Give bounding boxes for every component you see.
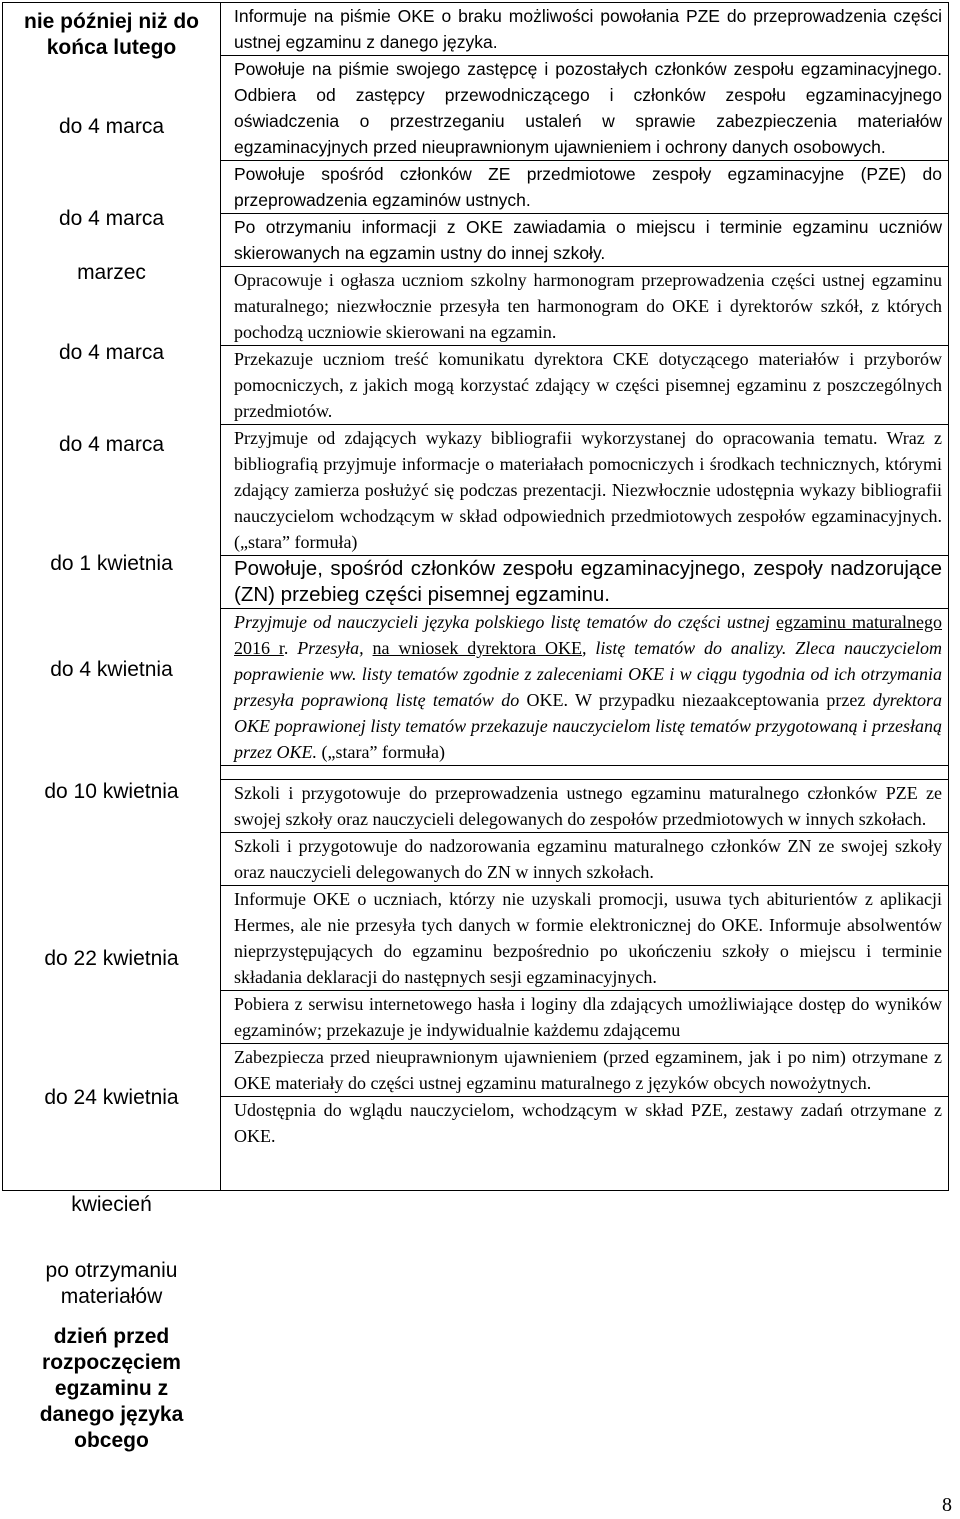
date-cell: do 10 kwietnia	[44, 780, 179, 803]
task-text: 2016 r	[234, 638, 284, 658]
task-item: Powołuje spośród członków ZE przedmiotowe zespoły egzaminacyjne (PZE) do przeprowadzenia egzaminów ustnych.	[221, 160, 948, 213]
task-item: Zabezpiecza przed nieuprawnionym ujawnieniem (przed egzaminem, jak i po nim) otrzymane z OKE materiały do części ustnej egzaminu maturalnego z języków obcych nowożytnych.	[221, 1043, 948, 1096]
date-cell: marzec	[77, 261, 146, 284]
date-cell: do 1 kwietnia	[50, 552, 173, 575]
date-cell: do 4 marca	[58, 341, 165, 364]
task-item: Przyjmuje od zdających wykazy bibliografii wykorzystanej do opracowania tematu. Wraz z bibliografią przyjmuje informacje o materiałach pomocniczych i środkach technicznych, którymi zdający zamierza posłużyć się podczas prezentacji. Niezwłocznie udostępnia wykazy bibliografii nauczycielom wchodzącym w skład odpowiednich przedmiotowych zespołów egzaminacyjnych. („stara” formuła)	[221, 424, 948, 555]
date-cell: po otrzymaniu materiałów	[45, 1259, 178, 1308]
dates-column	[3, 3, 221, 1452]
date-cell: do 4 marca	[58, 115, 165, 138]
task-text: dyrektora OKE poprawionej listy tematów przekazuje nauczycielom listę tematów przygotowaną i przesłaną przez OKE.	[234, 690, 943, 762]
task-text: Przesyła,	[297, 638, 373, 658]
task-item: Szkoli i przygotowuje do nadzorowania egzaminu maturalnego członków ZN ze swojej szkoły oraz nauczycieli delegowanych do ZN w innych szkołach.	[221, 832, 948, 885]
date-cell: nie później niż do końca lutego	[24, 10, 199, 59]
schedule-table	[2, 2, 949, 1452]
task-item	[221, 608, 948, 765]
task-item: Opracowuje i ogłasza uczniom szkolny harmonogram przeprowadzenia części ustnej egzaminu maturalnego; niezwłocznie przesyła ten harmonogram do OKE i dyrektorów szkół, z których pochodzą uczniowie skierowani na egzamin.	[221, 266, 948, 345]
tasks-column	[221, 3, 949, 1191]
date-cell: dzień przed rozpoczęciem egzaminu z danego języka obcego	[39, 1325, 184, 1452]
task-text: Powołuje na piśmie swojego zastępcę i pozostałych członków zespołu egzaminacyjnego.	[234, 59, 942, 79]
task-item	[221, 55, 948, 160]
date-cell: do 4 marca	[58, 207, 165, 230]
task-item: Udostępnia do wglądu nauczycielom, wchodzącym w skład PZE, zestawy zadań otrzymane z OKE.	[221, 1096, 948, 1190]
task-item: Informuje na piśmie OKE o braku możliwości powołania PZE do przeprowadzenia części ustnej egzaminu z danego języka.	[234, 6, 942, 52]
task-text: .	[283, 638, 298, 658]
date-cell: kwiecień	[71, 1193, 152, 1216]
task-item: Informuje OKE o uczniach, którzy nie uzyskali promocji, usuwa tych abiturientów z aplikacji Hermes, ale nie przesyła tych danych w formie elektronicznej do OKE. Informuje absolwentów nieprzystępujących do egzaminu bezpośrednio po ukończeniu szkoły o miejscu i terminie składania deklaracji do następnych sesji egzaminacyjnych.	[221, 885, 948, 990]
task-item: Po otrzymaniu informacji z OKE zawiadamia o miejscu i terminie egzaminu uczniów skierowanych na egzamin ustny do innej szkoły.	[221, 213, 948, 266]
task-text: , listę tematów do analizy. Zleca nauczycielom poprawienie ww. listy tematów zgodnie z zaleceniami OKE i w ciągu tygodnia od ich otrzymania przesyła poprawioną listę tematów do	[234, 638, 942, 710]
date-cell: do 4 kwietnia	[50, 658, 173, 681]
task-item: Przekazuje uczniom treść komunikatu dyrektora CKE dotyczącego materiałów i przyborów pomocniczych, z jakich mogą korzystać zdający w części pisemnej egzaminu z poszczególnych przedmiotów.	[221, 345, 948, 424]
row-spacer	[221, 765, 948, 779]
task-item: Pobiera z serwisu internetowego hasła i loginy dla zdających umożliwiające dostęp do wyników egzaminów; przekazuje je indywidualnie każdemu zdającemu	[221, 990, 948, 1043]
date-cell: do 22 kwietnia	[44, 947, 179, 970]
task-text: na wniosek dyrektora OKE	[372, 638, 582, 658]
task-text: Przyjmuje od nauczycieli języka polskiego listę tematów do części ustnej	[234, 612, 776, 632]
task-text: („stara” formuła)	[321, 742, 445, 762]
task-text: Odbiera od zastępcy przewodniczącego i członków zespołu egzaminacyjnego oświadczenia o przestrzeganiu ustaleń w sprawie zabezpieczenia materiałów egzaminacyjnych przed nieuprawnionym ujawnieniem i ochrony danych osobowych.	[234, 85, 942, 157]
date-cell: do 4 marca	[58, 433, 165, 456]
task-text: egzaminu maturalnego	[775, 612, 942, 632]
task-text: OKE. W przypadku niezaakceptowania przez	[526, 690, 866, 710]
task-item: Szkoli i przygotowuje do przeprowadzenia ustnego egzaminu maturalnego członków PZE ze swojej szkoły oraz nauczycieli delegowanych do zespołów przedmiotowych w innych szkołach.	[221, 779, 948, 832]
page-number: 8	[942, 1494, 952, 1516]
date-cell: do 24 kwietnia	[44, 1086, 179, 1109]
task-item: Powołuje, spośród członków zespołu egzaminacyjnego, zespoły nadzorujące (ZN) przebieg części pisemnej egzaminu.	[221, 555, 948, 608]
